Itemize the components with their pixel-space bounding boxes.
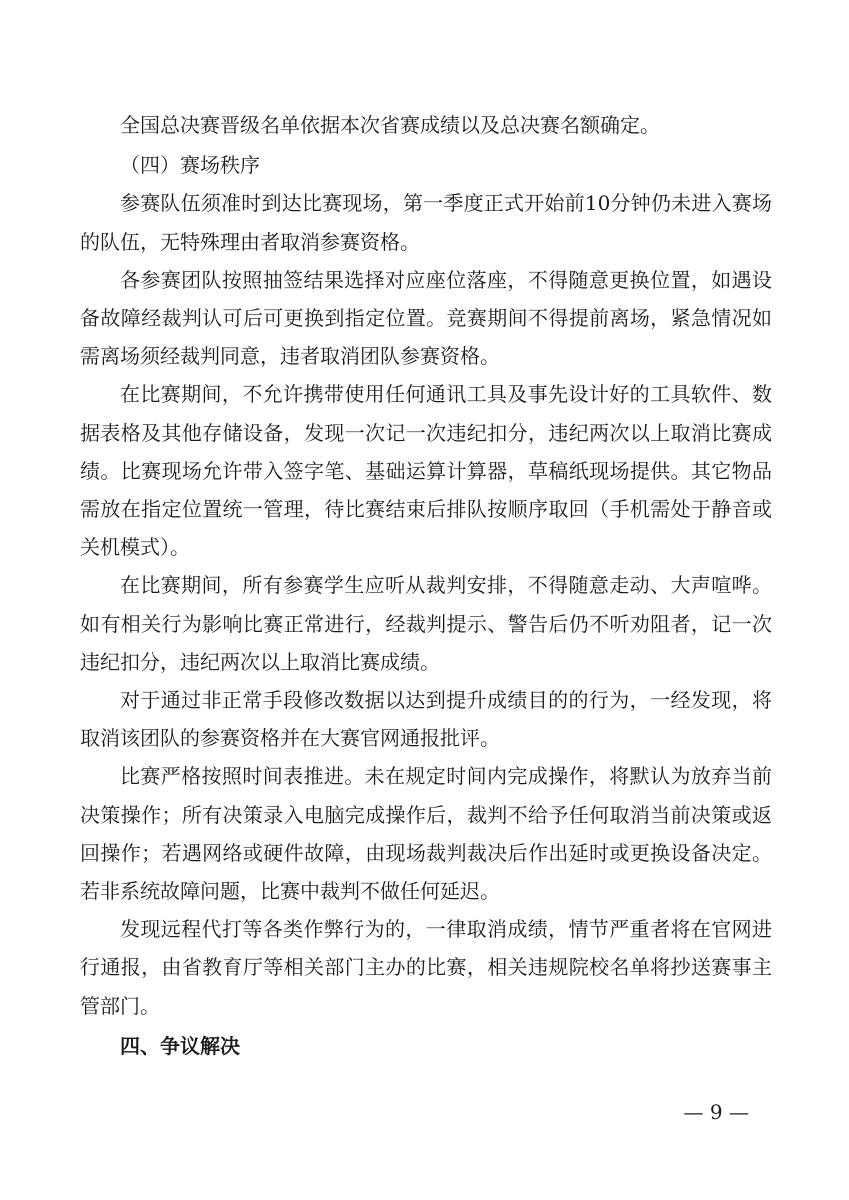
page-number: — 9 — bbox=[683, 1100, 749, 1124]
paragraph-seating: 各参赛团队按照抽签结果选择对应座位落座，不得随意更换位置，如遇设备故障经裁判认可后可更换到指定位置。竞赛期间不得提前离场，紧急情况如需离场须经裁判同意，违者取消团队参赛资格。 bbox=[80, 267, 772, 369]
paragraph-prohibited-items: 在比赛期间，不允许携带使用任何通讯工具及事先设计好的工具软件、数据表格及其他存储设备，发现一次记一次违纪扣分，违纪两次以上取消比赛成绩。比赛现场允许带入签字笔、基础运算计算器，草稿纸现场提供。其它物品需放在指定位置统一管理，待比赛结束后排队按顺序取回（手机需处于静音或关机模式）。 bbox=[80, 382, 772, 560]
section-heading-dispute-resolution: 四、争议解决 bbox=[120, 1033, 240, 1058]
paragraph-timing: 比赛严格按照时间表推进。未在规定时间内完成操作，将默认为放弃当前决策操作；所有决策录入电脑完成操作后，裁判不给予任何取消当前决策或返回操作；若遇网络或硬件故障，由现场裁判裁决后作出延时或更换设备决定。若非系统故障问题，比赛中裁判不做任何延迟。 bbox=[80, 764, 772, 904]
paragraph-data-tampering: 对于通过非正常手段修改数据以达到提升成绩目的的行为，一经发现，将取消该团队的参赛资格并在大赛官网通报批评。 bbox=[80, 688, 772, 751]
document-body bbox=[80, 106, 772, 1065]
paragraph-arrival-time: 参赛队伍须准时到达比赛现场，第一季度正式开始前10分钟仍未进入赛场的队伍，无特殊理由者取消参赛资格。 bbox=[80, 191, 772, 254]
paragraph-finals-qualification: 全国总决赛晋级名单依据本次省赛成绩以及总决赛名额确定。 bbox=[120, 113, 660, 137]
paragraph-conduct: 在比赛期间，所有参赛学生应听从裁判安排，不得随意走动、大声喧哗。如有相关行为影响比赛正常进行，经裁判提示、警告后仍不听劝阻者，记一次违纪扣分，违纪两次以上取消比赛成绩。 bbox=[80, 573, 772, 674]
paragraph-cheating: 发现远程代打等各类作弊行为的，一律取消成绩，情节严重者将在官网进行通报，由省教育厅等相关部门主办的比赛，相关违规院校名单将抄送赛事主管部门。 bbox=[80, 917, 772, 1018]
subsection-heading-venue-order: （四）赛场秩序 bbox=[120, 153, 260, 178]
